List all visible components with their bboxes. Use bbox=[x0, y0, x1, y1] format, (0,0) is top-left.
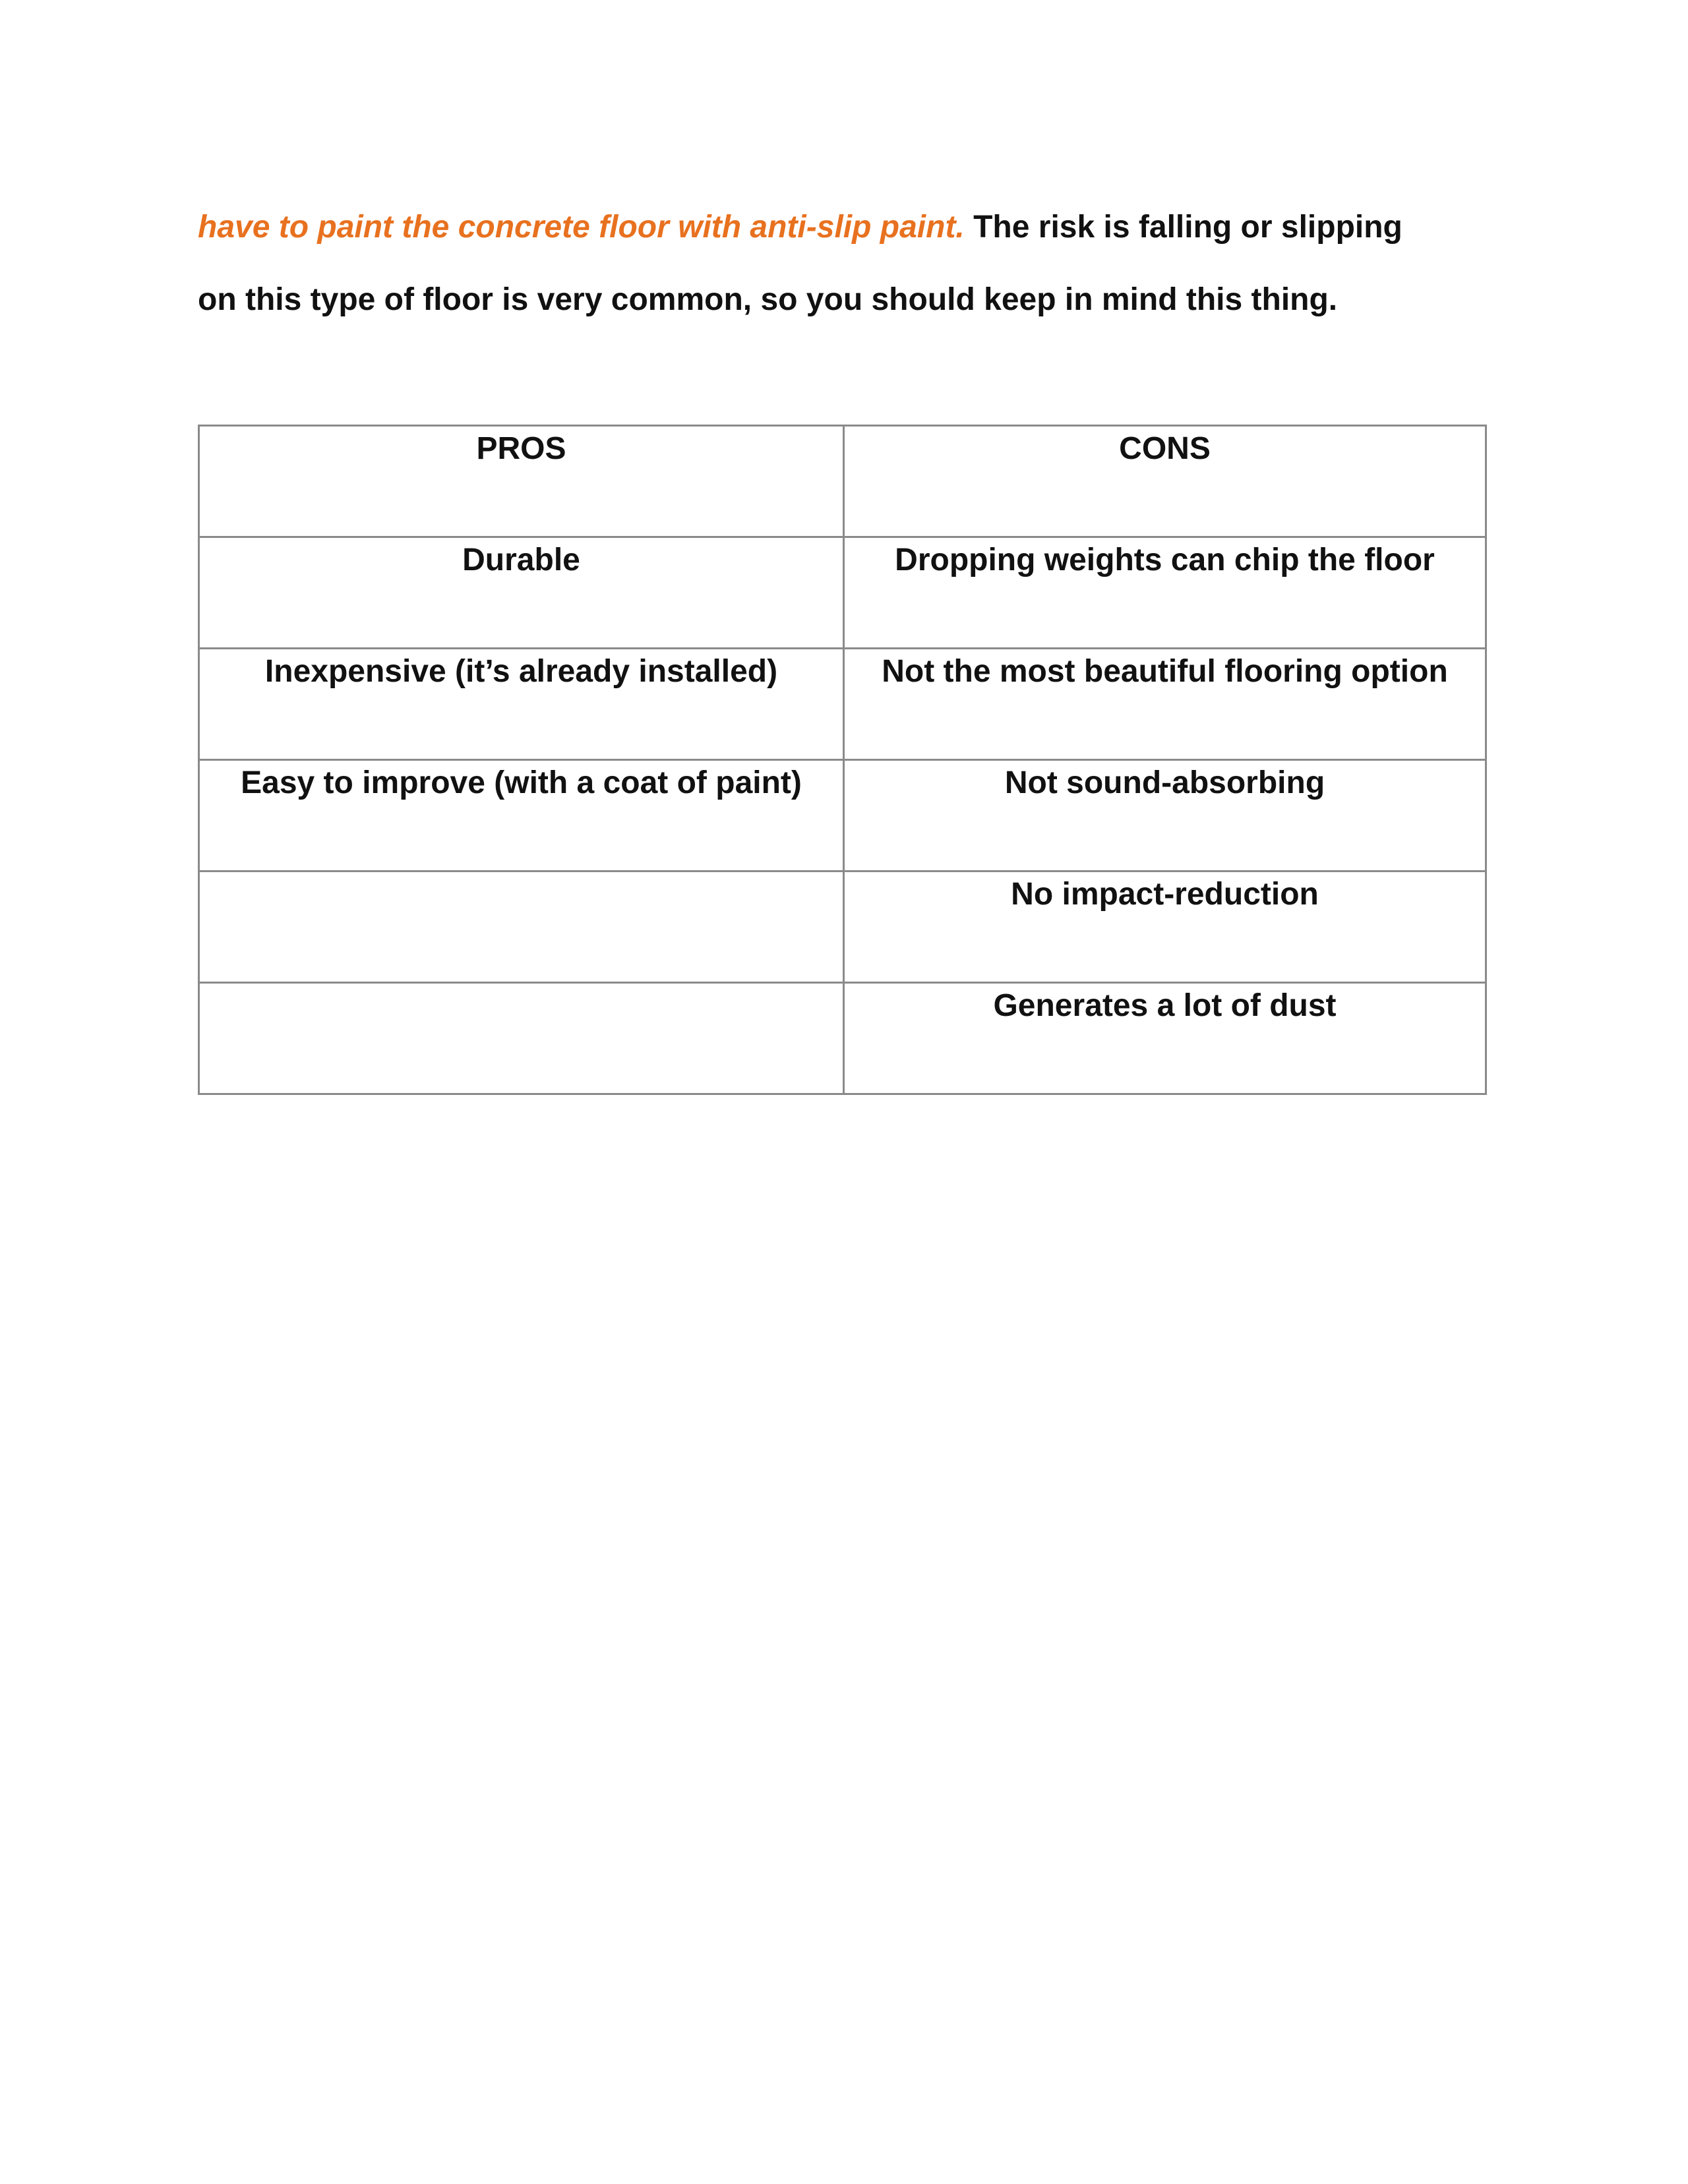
table-row bbox=[199, 537, 1486, 649]
pros-cell-text: Durable bbox=[462, 543, 580, 577]
pros-cell-text bbox=[200, 984, 843, 990]
table-row bbox=[199, 760, 1486, 871]
pros-cell bbox=[199, 871, 844, 983]
header-cons-label: CONS bbox=[1119, 431, 1211, 466]
header-pros-label: PROS bbox=[476, 431, 566, 466]
paragraph-text-line-1: The risk is falling or slipping bbox=[964, 210, 1402, 245]
header-pros bbox=[199, 426, 844, 537]
cons-cell-text: No impact-reduction bbox=[1011, 877, 1319, 912]
highlighted-phrase: have to paint the concrete floor with anti-slip paint. bbox=[198, 210, 965, 245]
pros-cell-text: Inexpensive (it’s already installed) bbox=[264, 654, 778, 689]
table-row bbox=[199, 871, 1486, 983]
cons-cell bbox=[844, 760, 1486, 871]
cons-cell bbox=[844, 871, 1486, 983]
pros-cell-text: Easy to improve (with a coat of paint) bbox=[241, 765, 802, 800]
cons-cell bbox=[844, 537, 1486, 649]
pros-cell bbox=[199, 649, 844, 760]
cons-cell-text: Not sound-absorbing bbox=[1004, 765, 1325, 800]
table-row bbox=[199, 983, 1486, 1094]
cons-cell bbox=[844, 983, 1486, 1094]
pros-cell bbox=[199, 537, 844, 649]
paragraph-text-line-2: on this type of floor is very common, so you should keep in mind this thing. bbox=[198, 282, 1338, 317]
cons-cell-text: Not the most beautiful flooring option bbox=[882, 654, 1448, 689]
table-header-row bbox=[199, 426, 1486, 537]
pros-cell bbox=[199, 760, 844, 871]
table-row bbox=[199, 649, 1486, 760]
pros-cell-text bbox=[200, 872, 843, 879]
cons-cell-text: Generates a lot of dust bbox=[993, 988, 1337, 1023]
pros-cons-table bbox=[198, 425, 1487, 1095]
pros-cell bbox=[199, 983, 844, 1094]
header-cons bbox=[844, 426, 1486, 537]
cons-cell bbox=[844, 649, 1486, 760]
body-paragraph bbox=[198, 191, 1490, 336]
cons-cell-text: Dropping weights can chip the floor bbox=[895, 543, 1435, 577]
